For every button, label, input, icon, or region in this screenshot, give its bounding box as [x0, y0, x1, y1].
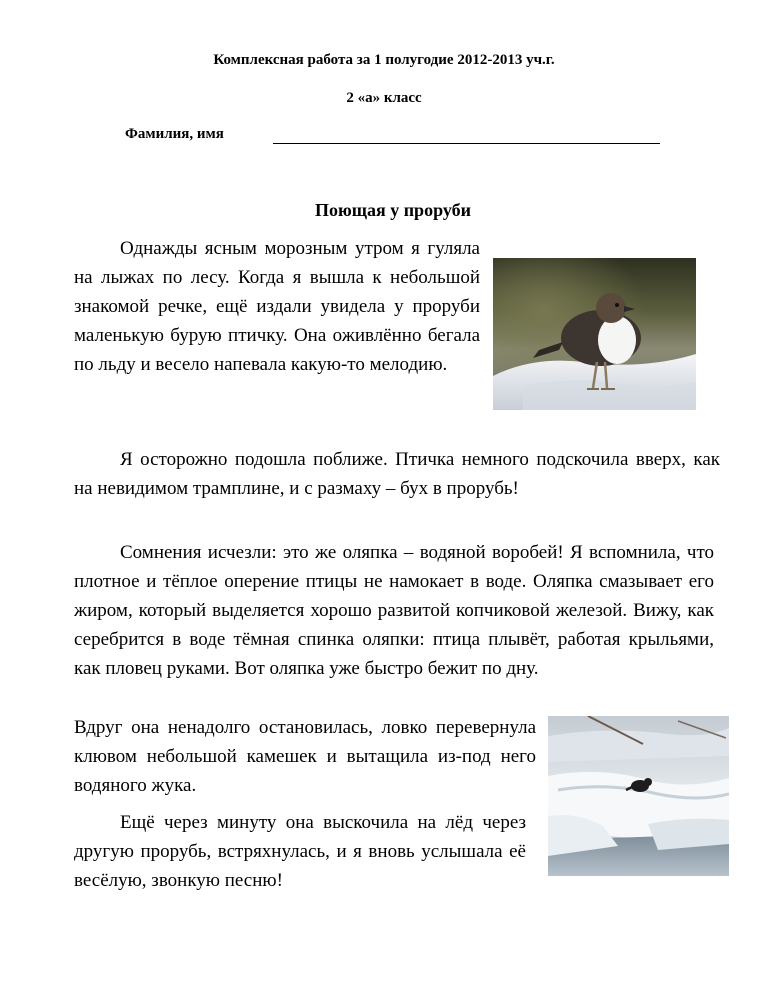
- paragraph-1: Однажды ясным морозным утром я гуляла на лыжах по лесу. Когда я вышла к небольшой знакомой речке, ещё издали увидела у проруби маленькую бурую птичку. Она оживлённо бегала по льду и весело напевала какую-то мелодию.: [74, 238, 480, 375]
- paragraph-3: Сомнения исчезли: это же оляпка – водяной воробей! Я вспомнила, что плотное и тёплое оперение птицы не намокает в воде. Оляпка смазывает его жиром, который выделяется хорошо развитой копчиковой железой. Вижу, как серебрится в воде тёмная спинка оляпки: птица плывёт, работая крыльями, как пловец руками. Вот оляпка уже быстро бежит по дну.: [74, 542, 714, 679]
- name-input-line[interactable]: [273, 143, 660, 144]
- paragraph-3-continued: Вдруг она ненадолго остановилась, ловко перевернула клювом небольшой камешек и вытащила из-под него водяного жука.: [74, 717, 536, 796]
- dipper-on-snow-photo: [493, 258, 696, 410]
- document-title: Комплексная работа за 1 полугодие 2012-2013 уч.г.: [213, 52, 555, 68]
- story-title: Поющая у проруби: [315, 200, 471, 220]
- dipper-on-ice-photo: [548, 716, 729, 876]
- class-label: 2 «а» класс: [346, 90, 422, 106]
- name-label: Фамилия, имя: [125, 126, 224, 142]
- paragraph-2: Я осторожно подошла поближе. Птичка немного подскочила вверх, как на невидимом трамплине, и с размаху – бух в прорубь!: [74, 449, 720, 499]
- paragraph-4: Ещё через минуту она выскочила на лёд через другую прорубь, встряхнулась, и я вновь услышала её весёлую, звонкую песню!: [74, 812, 526, 891]
